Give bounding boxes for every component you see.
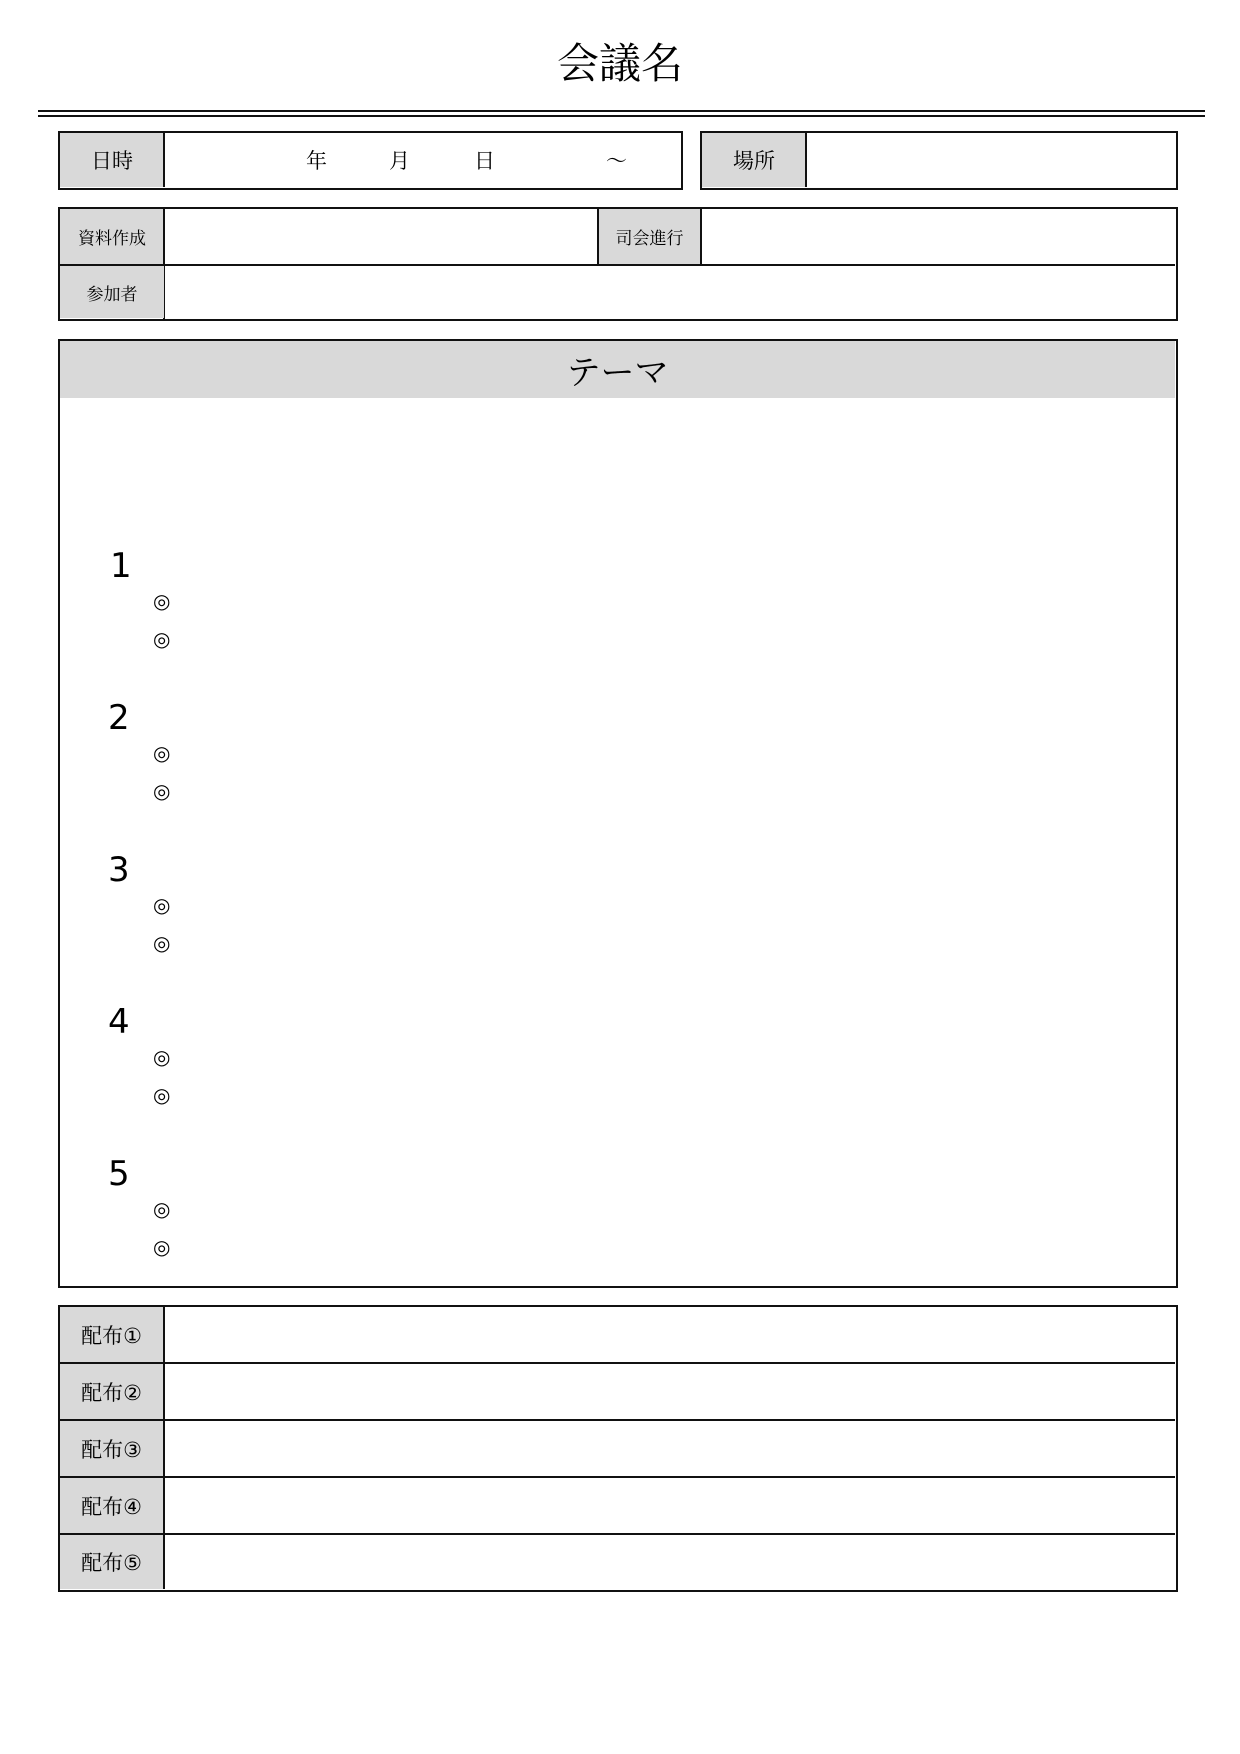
- agenda-bullet[interactable]: ◎: [153, 931, 171, 955]
- agenda-item: [60, 850, 1175, 980]
- chair-label: 司会進行: [599, 209, 700, 264]
- place-label: 場所: [702, 133, 806, 187]
- handout-label: 配布①: [60, 1307, 163, 1362]
- handout-label: 配布④: [60, 1478, 163, 1533]
- attendees-field[interactable]: [165, 266, 1173, 318]
- materials-label: 資料作成: [60, 209, 164, 264]
- agenda-number: 5: [108, 1154, 130, 1194]
- handout-field[interactable]: [166, 1421, 1174, 1476]
- title-rule-bottom: [38, 115, 1205, 117]
- materials-field[interactable]: [165, 209, 656, 264]
- day-label: 日: [474, 149, 495, 173]
- roles-box: [58, 207, 1178, 321]
- agenda-bullet[interactable]: ◎: [153, 779, 171, 803]
- datetime-box: [58, 131, 683, 190]
- theme-field[interactable]: [62, 401, 1172, 541]
- agenda-bullet[interactable]: ◎: [153, 627, 171, 651]
- handout-label: 配布②: [60, 1364, 163, 1419]
- agenda-number: 4: [108, 1002, 130, 1042]
- month-label: 月: [389, 149, 410, 173]
- agenda-bullet[interactable]: ◎: [153, 589, 171, 613]
- agenda-bullet[interactable]: ◎: [153, 1045, 171, 1069]
- agenda-item: [60, 698, 1175, 828]
- theme-box: [58, 339, 1178, 1288]
- agenda-bullet[interactable]: ◎: [153, 1197, 171, 1221]
- agenda-item: [60, 1002, 1175, 1132]
- tilde-label: ～: [606, 149, 627, 173]
- agenda-number: 1: [110, 546, 132, 586]
- datetime-field[interactable]: [164, 133, 680, 187]
- handouts-table: [58, 1305, 1178, 1592]
- agenda-bullet[interactable]: ◎: [153, 1235, 171, 1259]
- datetime-label: 日時: [60, 133, 164, 187]
- agenda-bullet[interactable]: ◎: [153, 741, 171, 765]
- handout-label: 配布③: [60, 1421, 163, 1476]
- handout-field[interactable]: [166, 1364, 1174, 1419]
- place-field[interactable]: [807, 133, 1175, 187]
- place-box: [700, 131, 1178, 190]
- chair-field[interactable]: [702, 209, 1173, 264]
- handout-field[interactable]: [166, 1478, 1174, 1533]
- agenda-item: [60, 546, 1175, 676]
- attendees-label: 参加者: [60, 266, 164, 318]
- page-title: 会議名: [556, 39, 683, 88]
- agenda-number: 3: [108, 850, 130, 890]
- agenda-number: 2: [108, 698, 130, 738]
- handout-field[interactable]: [166, 1307, 1174, 1362]
- handouts-divider: [163, 1307, 165, 1589]
- handout-field[interactable]: [166, 1535, 1174, 1589]
- agenda-bullet[interactable]: ◎: [153, 893, 171, 917]
- theme-heading: テーマ: [60, 341, 1175, 398]
- year-label: 年: [306, 149, 327, 173]
- title-rule-top: [38, 110, 1205, 112]
- handout-label: 配布⑤: [60, 1535, 163, 1589]
- agenda-item: [60, 1154, 1175, 1284]
- agenda-bullet[interactable]: ◎: [153, 1083, 171, 1107]
